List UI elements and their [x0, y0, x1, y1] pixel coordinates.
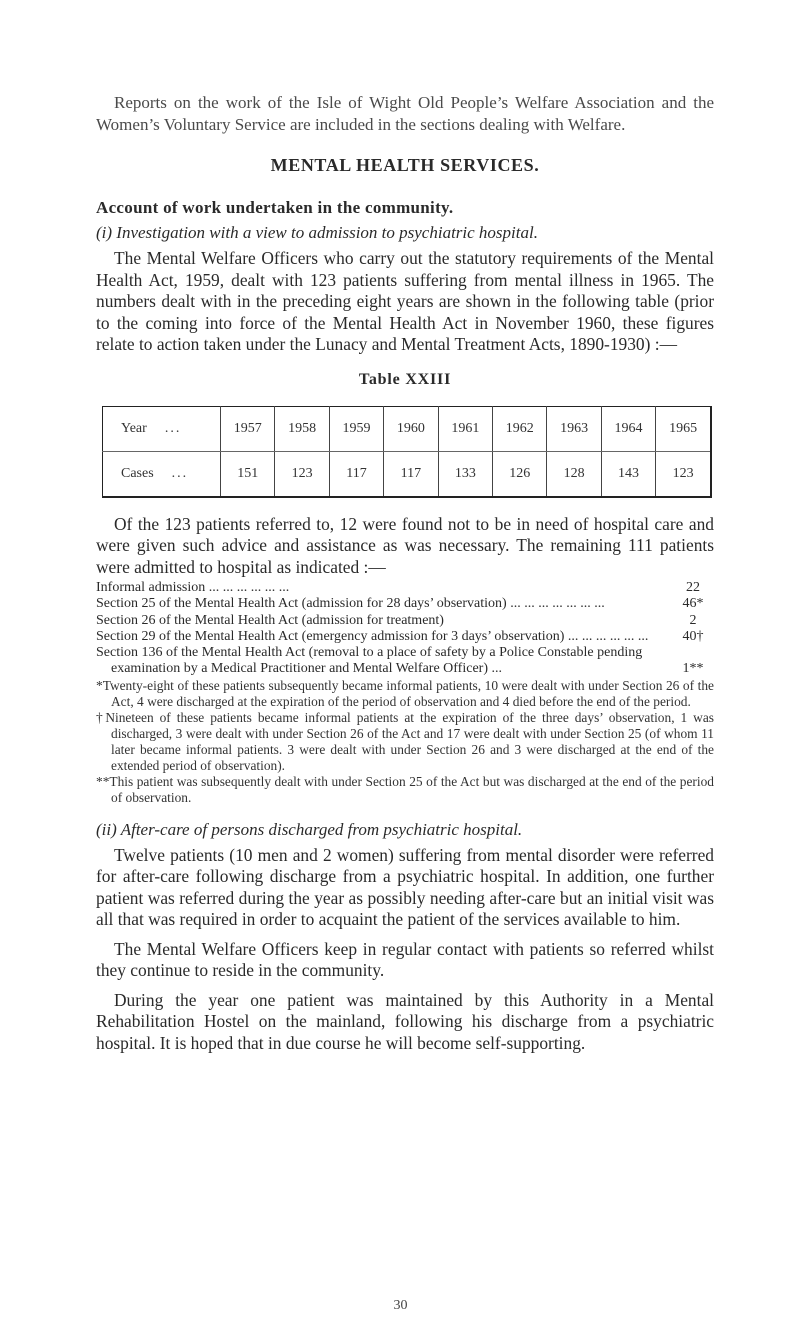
- admission-label: Informal admission ... ... ... ... ... ...: [96, 580, 290, 595]
- after-table-paragraph: Of the 123 patients referred to, 12 were found not to be in need of hospital care and were given such advice and assistance as was necessary. The remaining 111 patients were admitted to hospital as indicated :—: [96, 513, 714, 577]
- admission-label: Section 29 of the Mental Health Act (emergency admission for 3 days’ observation) ... ... ... ... ... ...: [96, 628, 649, 644]
- footnotes: [96, 678, 714, 806]
- admission-value: 2: [689, 612, 697, 628]
- footnote: †Nineteen of these patients became informal patients at the expiration of the three days’ observation, 1 was discharged, 3 were dealt with under Section 26 of the Act and 17 were dealt with under Section 25 (of whom 11 later became informal patients. 3 were dealt with under Section 26 and 3 were discharged at the end of the extended period of observation).: [96, 709, 714, 773]
- cases-cell: 117: [384, 451, 438, 497]
- year-cell: 1962: [493, 406, 547, 451]
- admissions-list: [96, 580, 714, 678]
- cases-cell: 143: [601, 451, 655, 497]
- cases-table: [102, 406, 712, 498]
- table-row-cases: [103, 451, 712, 497]
- page-number: 30: [393, 1298, 408, 1313]
- cases-cell: 126: [493, 451, 547, 497]
- admission-value: 46*: [682, 596, 704, 612]
- footnote: *Twenty-eight of these patients subsequently became informal patients, 10 were dealt with under Section 26 of the Act, 4 were discharged at the expiration of the period of observation and 4 died before the end of the period.: [96, 677, 714, 709]
- row-label-year: Year ...: [103, 406, 221, 451]
- cases-cell: 117: [329, 451, 383, 497]
- cases-cell: 128: [547, 451, 601, 497]
- year-cell: 1964: [601, 406, 655, 451]
- admission-value: 22: [686, 580, 700, 595]
- intro-paragraph: Reports on the work of the Isle of Wight Old People’s Welfare Association and the Women’s Voluntary Service are included in the sections dealing with Welfare.: [96, 93, 714, 134]
- year-cell: 1957: [221, 406, 275, 451]
- admission-label: Section 26 of the Mental Health Act (admission for treatment): [96, 612, 444, 628]
- section-2-paragraph: The Mental Welfare Officers keep in regular contact with patients so referred whilst they continue to reside in the community.: [96, 938, 714, 981]
- admission-row: [96, 580, 714, 596]
- section-2-title: (ii) After-care of persons discharged from psychiatric hospital.: [96, 819, 523, 839]
- section-1-title: (i) Investigation with a view to admission to psychiatric hospital.: [96, 223, 538, 242]
- cases-cell: 151: [221, 451, 275, 497]
- admission-row: [96, 613, 714, 629]
- year-cell: 1965: [656, 406, 711, 451]
- year-cell: 1960: [384, 406, 438, 451]
- row-label-cases: Cases ...: [103, 451, 221, 497]
- table-row-year: [103, 406, 712, 451]
- year-cell: 1963: [547, 406, 601, 451]
- cases-cell: 133: [438, 451, 492, 497]
- sub-heading: Account of work undertaken in the community.: [96, 198, 454, 217]
- section-1-paragraph: The Mental Welfare Officers who carry out the statutory requirements of the Mental Health Act, 1959, dealt with 123 patients suffering from mental illness in 1965. The numbers dealt with in the preceding eight years are shown in the following table (prior to the coming into force of the Mental Health Act in November 1960, these figures relate to action taken under the Lunacy and Mental Treatment Acts, 1890-1930) :—: [96, 248, 714, 354]
- cases-cell: 123: [275, 451, 329, 497]
- cases-cell: 123: [656, 451, 711, 497]
- document-page: [96, 92, 714, 1054]
- table-title: Table XXIII: [358, 370, 452, 388]
- admission-row: [96, 645, 714, 678]
- footnote: **This patient was subsequently dealt with under Section 25 of the Act but was discharged at the end of the period of observation.: [96, 773, 714, 805]
- admission-value: 1**: [682, 661, 704, 677]
- year-cell: 1959: [329, 406, 383, 451]
- year-cell: 1958: [275, 406, 329, 451]
- section-2-paragraph: Twelve patients (10 men and 2 women) suffering from mental disorder were referred for after-care following discharge from a psychiatric hospital. In addition, one further patient was referred during the year as possibly needing after-care but an initial visit was all that was required in order to acquaint the patient of the services available to him.: [96, 844, 714, 930]
- admission-row: [96, 596, 714, 612]
- section-2-paragraph: During the year one patient was maintained by this Authority in a Mental Rehabilitation Hostel on the mainland, following his discharge from a psychiatric hospital. It is hoped that in due course he will become self-supporting.: [96, 989, 714, 1053]
- admission-label: Section 25 of the Mental Health Act (admission for 28 days’ observation) ... ... ... ... ... ... ...: [96, 596, 605, 612]
- admission-label: Section 136 of the Mental Health Act (removal to a place of safety by a Police Constable pending examination by a Medical Practitioner and Mental Welfare Officer) ...: [96, 645, 643, 677]
- admission-value: 40†: [682, 628, 704, 644]
- year-cell: 1961: [438, 406, 492, 451]
- admission-row: [96, 629, 714, 645]
- main-heading: MENTAL HEALTH SERVICES.: [270, 155, 540, 175]
